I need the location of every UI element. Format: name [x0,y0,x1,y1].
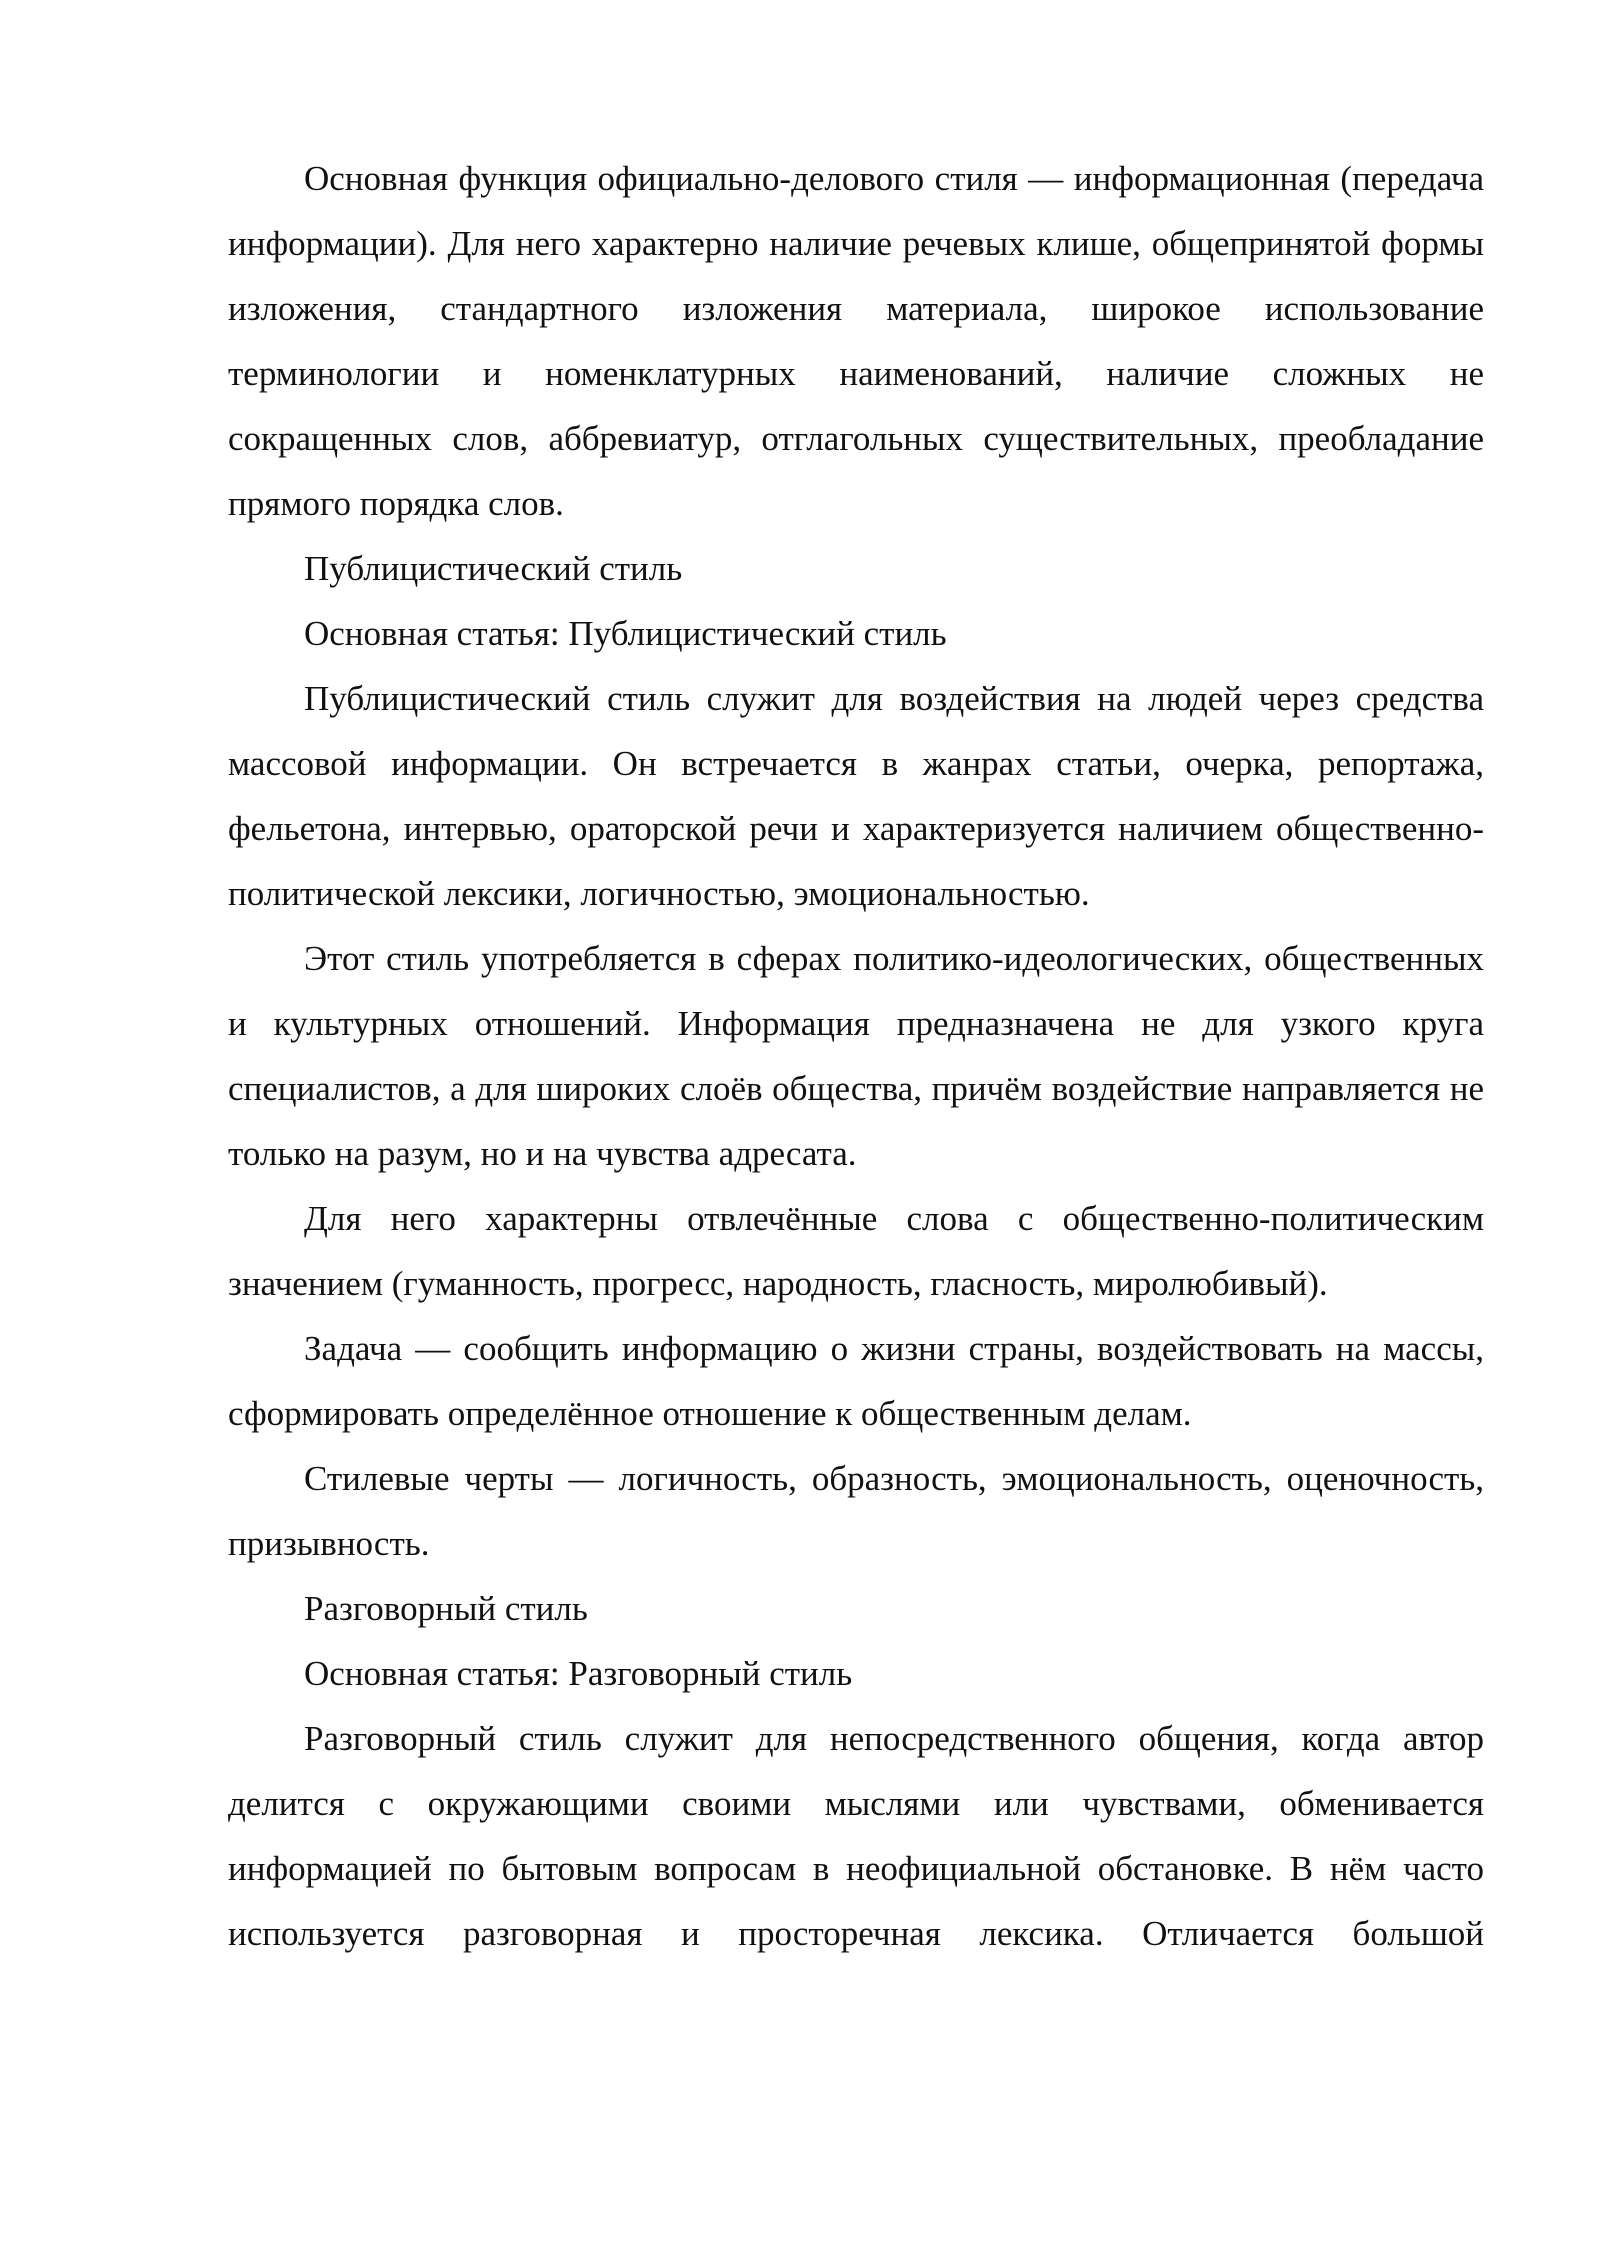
document-body [228,146,1484,1966]
main-article-link-publicistic: Основная статья: Публицистический стиль [304,614,947,653]
paragraph-publicistic-vocabulary: Для него характерны отвлечённые слова с общественно-политическим значением (гуманность, прогресс, народность, гласность, миролюбивый). [228,1199,1484,1303]
paragraph-conversational-purpose: Разговорный стиль служит для непосредственного общения, когда автор делится с окружающими своими мыслями или чувствами, обменивается информацией по бытовым вопросам в неофициальной обстановке. В нём часто используется разговорная и просторечная лексика. Отличается большой [228,1719,1484,1953]
main-article-link-conversational: Основная статья: Разговорный стиль [304,1654,853,1693]
paragraph-publicistic-features: Стилевые черты — логичность, образность, эмоциональность, оценочность, призывность. [228,1459,1484,1563]
paragraph-publicistic-spheres: Этот стиль употребляется в сферах политико-идеологических, общественных и культурных отношений. Информация предназначена не для узкого круга специалистов, а для широких слоёв общества, причём воздействие направляется не только на разум, но и на чувства адресата. [228,939,1484,1173]
paragraph-publicistic-task: Задача — сообщить информацию о жизни страны, воздействовать на массы, сформировать определённое отношение к общественным делам. [228,1329,1484,1433]
paragraph-official-style-function: Основная функция официально-делового стиля — информационная (передача информации). Для него характерно наличие речевых клише, общепринятой формы изложения, стандартного изложения материала, широкое использование терминологии и номенклатурных наименований, наличие сложных не сокращенных слов, аббревиатур, отглагольных существительных, преобладание прямого порядка слов. [228,159,1484,523]
paragraph-publicistic-purpose: Публицистический стиль служит для воздействия на людей через средства массовой информации. Он встречается в жанрах статьи, очерка, репортажа, фельетона, интервью, ораторской речи и характеризуется наличием общественно-политической лексики, логичностью, эмоциональностью. [228,679,1484,913]
heading-publicistic-style: Публицистический стиль [304,549,683,588]
heading-conversational-style: Разговорный стиль [304,1589,588,1628]
